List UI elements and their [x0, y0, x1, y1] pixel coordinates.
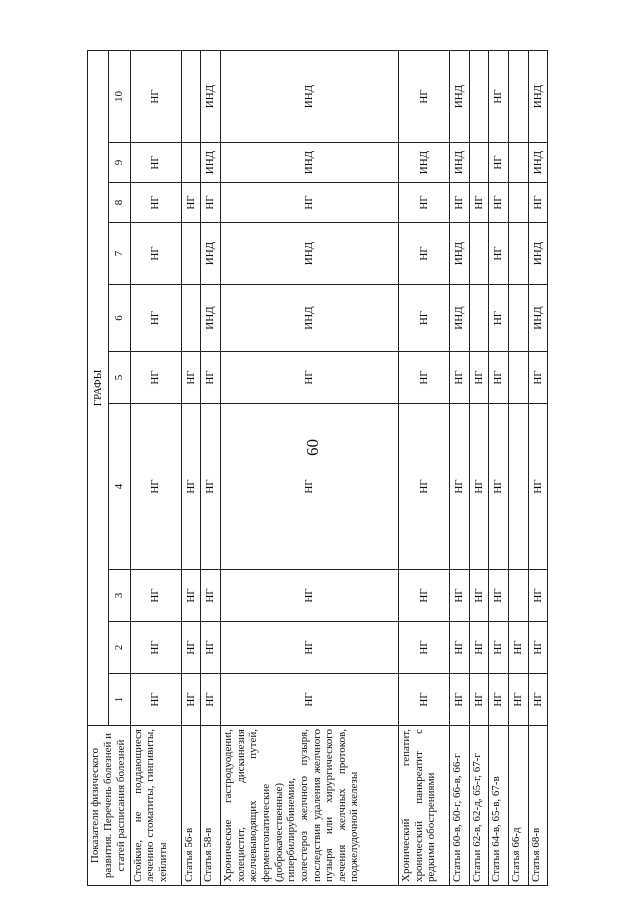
table-cell: НГ	[221, 622, 399, 674]
table-cell: НГ	[469, 352, 489, 404]
table-cell: НГ	[201, 570, 221, 622]
table-cell: НГ	[181, 674, 201, 726]
table-cell: НГ	[221, 674, 399, 726]
table-cell	[181, 143, 201, 183]
row-label: Статья 66-д	[509, 726, 529, 886]
table-cell	[469, 285, 489, 352]
table-cell: НГ	[181, 570, 201, 622]
row-label: Статьи 64-в, 65-в, 67-в	[489, 726, 509, 886]
table-cell: НГ	[489, 404, 509, 570]
table-cell: НГ	[399, 183, 450, 223]
table-cell: НГ	[450, 674, 470, 726]
table-cell: НГ	[130, 570, 181, 622]
table-cell: ИНД	[221, 50, 399, 142]
table-cell: НГ	[489, 352, 509, 404]
table-cell: НГ	[221, 352, 399, 404]
table-cell: ИНД	[450, 50, 470, 142]
table-cell: НГ	[221, 183, 399, 223]
header-grafy: ГРАФЫ	[88, 50, 109, 725]
table-cell: НГ	[528, 183, 548, 223]
table-cell: НГ	[450, 183, 470, 223]
row-label: Статья 56-в	[181, 726, 201, 886]
table-cell: НГ	[130, 50, 181, 142]
table-row	[469, 50, 489, 885]
table-cell: ИНД	[201, 285, 221, 352]
column-header: 8	[109, 183, 130, 223]
row-label: Статьи 60-в, 60-г, 66-в, 66-г	[450, 726, 470, 886]
table-cell: НГ	[489, 223, 509, 285]
table-cell	[181, 285, 201, 352]
table-cell: НГ	[221, 404, 399, 570]
table-cell: НГ	[130, 622, 181, 674]
table-cell: НГ	[130, 143, 181, 183]
table-cell: НГ	[399, 285, 450, 352]
table-row	[201, 50, 221, 885]
table-cell: НГ	[201, 404, 221, 570]
table-cell: ИНД	[528, 285, 548, 352]
table-cell	[509, 223, 529, 285]
table-row	[528, 50, 548, 885]
table-cell: НГ	[130, 352, 181, 404]
table-cell: ИНД	[221, 143, 399, 183]
table-cell: НГ	[469, 404, 489, 570]
table-cell: НГ	[528, 674, 548, 726]
table-cell: НГ	[130, 183, 181, 223]
table-cell: НГ	[399, 622, 450, 674]
table-cell: НГ	[201, 622, 221, 674]
table-cell: НГ	[450, 622, 470, 674]
table-cell: НГ	[450, 570, 470, 622]
table-cell	[509, 143, 529, 183]
table-row	[181, 50, 201, 885]
table-row	[221, 50, 399, 885]
column-header: 10	[109, 50, 130, 142]
table-cell: НГ	[528, 404, 548, 570]
table-cell: ИНД	[201, 223, 221, 285]
table-cell: НГ	[130, 674, 181, 726]
table-cell: НГ	[489, 143, 509, 183]
header-indicators: Показатели физического развития. Перечень болезней и статей расписания болезней	[88, 726, 131, 886]
table-cell	[509, 50, 529, 142]
row-label: Статья 68-в	[528, 726, 548, 886]
table-cell: НГ	[181, 183, 201, 223]
rotated-table-wrapper	[87, 51, 544, 886]
table-cell	[509, 352, 529, 404]
table-cell	[469, 223, 489, 285]
column-header: 5	[109, 352, 130, 404]
eligibility-table	[87, 50, 548, 886]
table-cell: ИНД	[221, 223, 399, 285]
table-cell: НГ	[450, 404, 470, 570]
table-cell: НГ	[528, 352, 548, 404]
table-row	[399, 50, 450, 885]
table-cell: ИНД	[450, 285, 470, 352]
table-cell	[509, 285, 529, 352]
table-cell: НГ	[399, 223, 450, 285]
table-cell: НГ	[399, 352, 450, 404]
row-label: Хронический гепатит, хронический панкреатит с редкими обострениями	[399, 726, 450, 886]
row-label: Стойкие, не поддающиеся лечению стоматиты, гингивиты, хейлиты	[130, 726, 181, 886]
table-cell: ИНД	[528, 143, 548, 183]
table-cell: ИНД	[450, 223, 470, 285]
table-cell: НГ	[469, 622, 489, 674]
table-row	[450, 50, 470, 885]
table-cell: ИНД	[528, 223, 548, 285]
table-cell: НГ	[489, 183, 509, 223]
table-cell: НГ	[201, 674, 221, 726]
table-cell	[509, 404, 529, 570]
table-cell: НГ	[469, 674, 489, 726]
table-cell: ИНД	[528, 50, 548, 142]
table-cell: НГ	[130, 404, 181, 570]
table-cell: НГ	[399, 570, 450, 622]
table-cell: НГ	[489, 570, 509, 622]
table-cell: НГ	[489, 285, 509, 352]
column-header: 4	[109, 404, 130, 570]
table-cell: НГ	[450, 352, 470, 404]
page-number: 60	[303, 439, 322, 456]
table-cell: НГ	[528, 570, 548, 622]
table-cell	[181, 50, 201, 142]
table-cell	[469, 143, 489, 183]
table-row	[509, 50, 529, 885]
table-cell: НГ	[201, 183, 221, 223]
column-header: 3	[109, 570, 130, 622]
table-cell	[509, 183, 529, 223]
table-cell: НГ	[130, 285, 181, 352]
table-cell: НГ	[469, 183, 489, 223]
table-cell: ИНД	[201, 143, 221, 183]
table-cell: НГ	[489, 622, 509, 674]
table-cell: ИНД	[450, 143, 470, 183]
row-label: Хронические гастродуодениt, холецистит, дискинезия желчевыводящих путей, ферментопатические (доброкачественные) гипербилирубинемии, холестероз желчного пузыря, последствия удаления желчного пузыря или хирургического лечения желчных протоков, поджелудочной железы	[221, 726, 399, 886]
table-cell	[181, 223, 201, 285]
table-cell: НГ	[181, 404, 201, 570]
table-cell: НГ	[201, 352, 221, 404]
column-header: 1	[109, 674, 130, 726]
table-cell: НГ	[399, 674, 450, 726]
table-cell: НГ	[181, 622, 201, 674]
table-cell: НГ	[509, 622, 529, 674]
column-header: 2	[109, 622, 130, 674]
table-cell: ИНД	[201, 50, 221, 142]
column-header: 9	[109, 143, 130, 183]
table-cell: НГ	[509, 674, 529, 726]
table-cell: НГ	[528, 622, 548, 674]
table-cell: ИНД	[399, 143, 450, 183]
table-row	[130, 50, 181, 885]
table-cell: НГ	[399, 404, 450, 570]
header-row-group	[88, 50, 109, 885]
row-label: Статья 58-в	[201, 726, 221, 886]
column-header: 6	[109, 285, 130, 352]
table-cell: ИНД	[221, 285, 399, 352]
table-cell: НГ	[399, 50, 450, 142]
table-cell	[509, 570, 529, 622]
table-cell: НГ	[489, 674, 509, 726]
table-cell: НГ	[469, 570, 489, 622]
table-cell: НГ	[181, 352, 201, 404]
table-cell	[469, 50, 489, 142]
row-label: Статьи 62-в, 62-д, 65-г, 67-г	[469, 726, 489, 886]
table-cell: НГ	[489, 50, 509, 142]
table-body	[130, 50, 548, 885]
column-header: 7	[109, 223, 130, 285]
table-cell: НГ	[130, 223, 181, 285]
table-row	[489, 50, 509, 885]
table-cell: НГ	[221, 570, 399, 622]
